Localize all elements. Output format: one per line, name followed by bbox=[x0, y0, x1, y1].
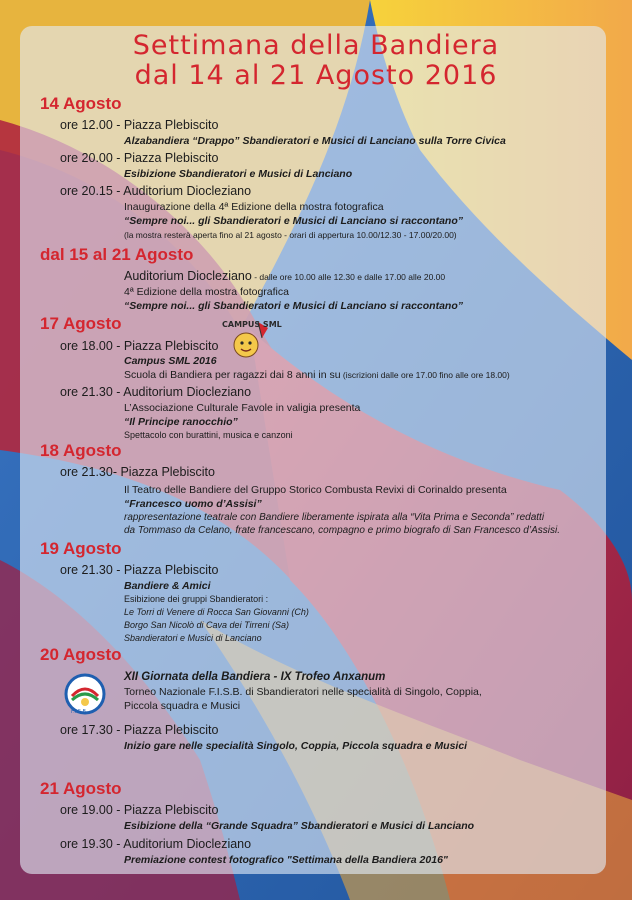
event-detail: Campus SML 2016 bbox=[124, 355, 217, 367]
event-detail-text: Scuola di Bandiera per ragazzi dai 8 anni in su bbox=[124, 369, 341, 381]
day-heading-21: 21 Agosto bbox=[40, 779, 122, 798]
event-detail: da Tommaso da Celano, frate francescano, compagno e primo biografo di San Francesco d’Assisi. bbox=[124, 525, 560, 536]
day-heading-18: 18 Agosto bbox=[40, 441, 122, 460]
event-detail: Piccola squadra e Musici bbox=[124, 700, 241, 712]
event-detail: Premiazione contest fotografico "Settimana della Bandiera 2016" bbox=[124, 854, 448, 866]
day-heading-17: 17 Agosto bbox=[40, 314, 122, 333]
event-detail: Il Teatro delle Bandiere del Gruppo Storico Combusta Revixi di Corinaldo presenta bbox=[124, 484, 507, 496]
event-detail bbox=[124, 369, 510, 381]
fisb-logo bbox=[60, 672, 110, 716]
event-venue-name: Auditorium Diocleziano bbox=[124, 269, 252, 283]
event-detail: Spettacolo con burattini, musica e canzoni bbox=[124, 430, 293, 440]
fisb-logo-text: F.I.S.B. bbox=[71, 709, 88, 715]
event-detail: Esibizione dei gruppi Sbandieratori : bbox=[124, 594, 269, 604]
event-venue bbox=[124, 269, 445, 283]
event-time: ore 19.30 - Auditorium Diocleziano bbox=[60, 837, 252, 851]
page-subtitle: dal 14 al 21 Agosto 2016 bbox=[134, 60, 498, 91]
event-detail: Borgo San Nicolò di Cava dei Tirreni (Sa) bbox=[124, 620, 289, 630]
event-detail: XII Giornata della Bandiera - IX Trofeo Anxanum bbox=[124, 671, 386, 683]
event-detail: Esibizione Sbandieratori e Musici di Lanciano bbox=[124, 168, 353, 180]
event-detail: “Francesco uomo d’Assisi” bbox=[124, 498, 262, 510]
event-detail: Alzabandiera “Drappo” Sbandieratori e Musici di Lanciano sulla Torre Civica bbox=[124, 135, 506, 147]
event-detail: Le Torri di Venere di Rocca San Giovanni (Ch) bbox=[124, 607, 309, 617]
campus-logo-text: CAMPUS SML bbox=[222, 320, 282, 329]
event-detail: rappresentazione teatrale con Bandiere liberamente ispirata alla “Vita Prima e Seconda” redatti bbox=[124, 512, 545, 523]
event-detail: Sbandieratori e Musici di Lanciano bbox=[124, 633, 262, 643]
day-heading-20: 20 Agosto bbox=[40, 645, 122, 664]
event-hours: - dalle ore 10.00 alle 12.30 e dalle 17.00 alle 20.00 bbox=[251, 272, 446, 282]
event-detail: “Sempre noi... gli Sbandieratori e Musici di Lanciano si raccontano” bbox=[124, 300, 463, 312]
event-time: ore 20.15 - Auditorium Diocleziano bbox=[60, 184, 252, 198]
event-note: (la mostra resterà aperta fino al 21 agosto - orari di appertura 10.00/12.30 - 17.00/20.00) bbox=[124, 230, 457, 240]
event-detail: Inaugurazione della 4ª Edizione della mostra fotografica bbox=[124, 201, 384, 213]
event-detail: “Il Principe ranocchio” bbox=[124, 416, 238, 428]
event-time: ore 21.30 - Piazza Plebiscito bbox=[60, 563, 219, 577]
event-time: ore 18.00 - Piazza Plebiscito bbox=[60, 339, 219, 353]
day-heading-15-21: dal 15 al 21 Agosto bbox=[40, 245, 194, 264]
event-note: (iscrizioni dalle ore 17.00 fino alle ore 18.00) bbox=[340, 370, 510, 380]
event-detail: Esibizione della “Grande Squadra” Sbandieratori e Musici di Lanciano bbox=[124, 820, 475, 832]
event-detail: “Sempre noi... gli Sbandieratori e Musici di Lanciano si raccontano” bbox=[124, 215, 463, 227]
event-detail: Torneo Nazionale F.I.S.B. di Sbandieratori nelle specialità di Singolo, Coppia, bbox=[124, 686, 482, 698]
event-time: ore 21.30- Piazza Plebiscito bbox=[60, 465, 215, 479]
day-heading-14: 14 Agosto bbox=[40, 94, 122, 113]
event-time: ore 17.30 - Piazza Plebiscito bbox=[60, 723, 219, 737]
page-title: Settimana della Bandiera bbox=[132, 30, 500, 61]
day-heading-19: 19 Agosto bbox=[40, 539, 122, 558]
event-time: ore 12.00 - Piazza Plebiscito bbox=[60, 118, 219, 132]
event-detail: 4ª Edizione della mostra fotografica bbox=[124, 286, 289, 298]
event-time: ore 19.00 - Piazza Plebiscito bbox=[60, 803, 219, 817]
event-detail: Bandiere & Amici bbox=[124, 580, 211, 592]
event-detail: L’Associazione Culturale Favole in valigia presenta bbox=[124, 402, 361, 414]
campus-sml-logo bbox=[220, 318, 282, 370]
event-time: ore 20.00 - Piazza Plebiscito bbox=[60, 151, 219, 165]
event-time: ore 21.30 - Auditorium Diocleziano bbox=[60, 385, 252, 399]
event-detail: Inizio gare nelle specialità Singolo, Coppia, Piccola squadra e Musici bbox=[124, 740, 468, 752]
